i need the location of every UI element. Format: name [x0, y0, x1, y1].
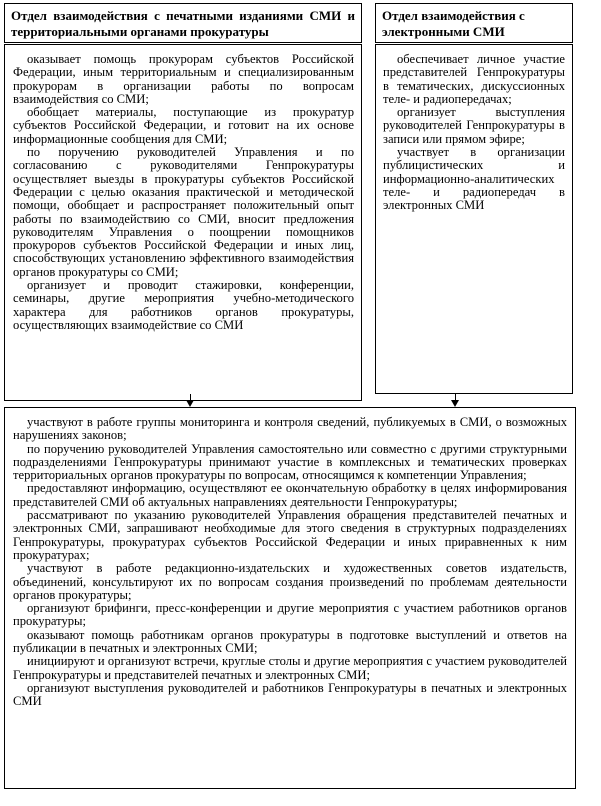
- right-dept-title-box: [375, 3, 573, 43]
- left-connector-arrowhead: [186, 400, 194, 407]
- right-dept-item: организует выступления руководителей Генпрокуратуры в записи или прямом эфире;: [383, 105, 565, 146]
- joint-function-item: оказывают помощь работникам органов прокуратуры в подготовке выступлений и ответов на публикации в печатных и электронных СМИ;: [13, 627, 567, 656]
- left-dept-item: обобщает материалы, поступающие из прокуратур субъектов Российской Федерации, и готовит на их основе информационные сообщения для СМИ;: [13, 105, 354, 146]
- right-dept-functions-box: [375, 44, 573, 394]
- joint-function-item: организуют выступления руководителей и работников Генпрокуратуры в печатных и электронных СМИ: [13, 680, 567, 709]
- joint-function-item: организуют брифинги, пресс-конференции и другие мероприятия с участием работников органов прокуратуры;: [13, 601, 567, 629]
- joint-function-item: инициируют и организуют встречи, круглые столы и другие мероприятия с участием руководителей Генпрокуратуры и представителей печатных и электронных СМИ;: [13, 654, 567, 682]
- joint-function-item: предоставляют информацию, осуществляют ее окончательную обработку в целях информирования представителей СМИ об актуальных направлениях деятельности Генпрокуратуры;: [13, 481, 567, 509]
- right-connector-arrowhead: [451, 400, 459, 407]
- joint-function-item: участвуют в работе группы мониторинга и контроля сведений, публикуемых в СМИ, о возможных нарушениях законов;: [13, 415, 567, 443]
- left-dept-item: по поручению руководителей Управления и по согласованию с руководителями Генпрокуратуры осуществляет выезды в прокуратуры субъектов Российской Федерации с целью оказания практической и методической помощи, обобщает и распространяет положительный опыт работы по взаимодействию со СМИ, вносит предложения руководителям Управления о поощрении помощников прокуроров субъектов Российской Федерации и иных лиц, способствующих установлению эффективного взаимодействия органов прокуратуры со СМИ;: [13, 145, 354, 279]
- left-dept-functions-box: [4, 44, 362, 401]
- joint-function-item: участвуют в работе редакционно-издательских и художественных советов издательств, объединений, консультируют их по вопросам создания произведений по проблемам деятельности органов прокуратуры;: [13, 561, 567, 602]
- left-dept-item: оказывает помощь прокурорам субъектов Российской Федерации, иным территориальным и специализированным прокурорам в организации работы по вопросам взаимодействия со СМИ;: [13, 52, 354, 106]
- joint-function-item: рассматривают по указанию руководителей Управления обращения представителей печатных и электронных СМИ, запрашивают необходимые для этого сведения в структурных подразделениях Генпрокуратуры, прокуратурах субъектов Российской Федерации и иных приравненных к ним прокуратурах;: [13, 508, 567, 562]
- joint-functions-box: [4, 407, 576, 789]
- left-dept-title: Отдел взаимодействия с печатными изданиями СМИ и территориальными органами прокуратуры: [11, 8, 355, 39]
- left-dept-title-box: [4, 3, 362, 43]
- left-dept-item: организует и проводит стажировки, конференции, семинары, другие мероприятия учебно-методического характера для работников органов прокуратуры, осуществляющих взаимодействие со СМИ: [13, 278, 354, 332]
- right-dept-title: Отдел взаимодействия с электронными СМИ: [382, 8, 525, 39]
- joint-function-item: по поручению руководителей Управления самостоятельно или совместно с другими структурными подразделениями Генпрокуратуры принимают участие в комплексных и тематических проверках территориальных органов прокуратуры по вопросам, относящимся к компетенции Управления;: [13, 441, 567, 483]
- right-dept-item: обеспечивает личное участие представителей Генпрокуратуры в тематических, дискуссионных теле- и радиопередачах;: [383, 52, 565, 106]
- right-dept-item: участвует в организации публицистических и информационно-аналитических теле- и радиопередач в электронных СМИ: [383, 145, 565, 213]
